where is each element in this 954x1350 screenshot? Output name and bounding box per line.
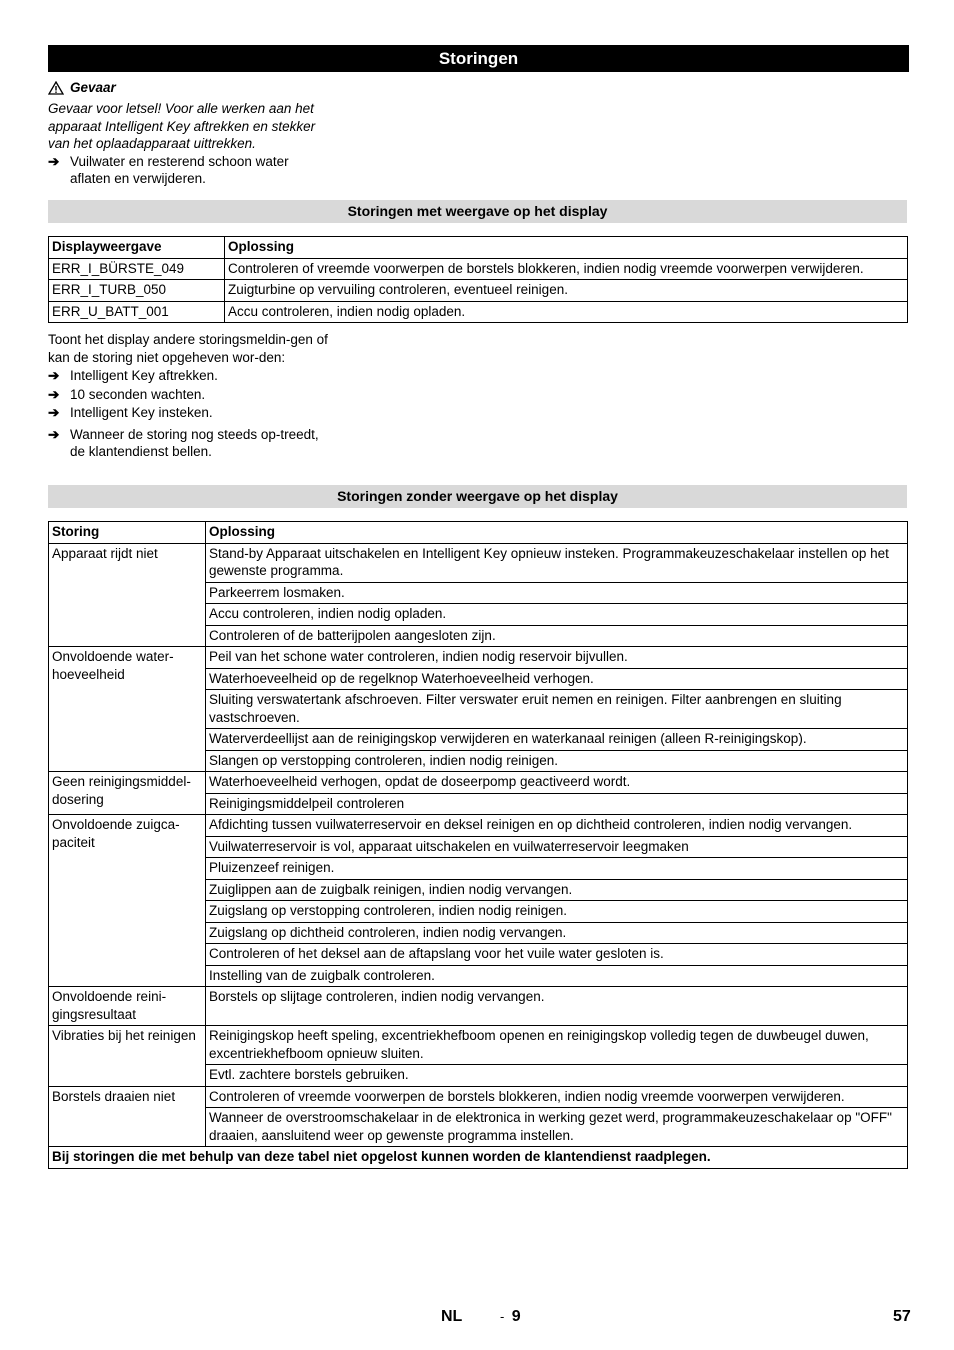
table-header-row <box>49 522 908 544</box>
fault-cell: Onvoldoende reini-gingsresultaat <box>49 987 206 1026</box>
arrow-right-icon: ➔ <box>48 426 60 442</box>
solution-cell: Evtl. zachtere borstels gebruiken. <box>206 1065 908 1087</box>
solution-cell: Afdichting tussen vuilwaterreservoir en deksel reinigen en op dichtheid controleren, indien nodig vervangen. <box>206 815 908 837</box>
solution-cell: Accu controleren, indien nodig opladen. <box>206 604 908 626</box>
middle-block <box>48 331 328 461</box>
footer-section-page <box>500 1308 521 1326</box>
solution-cell: Reinigingsmiddelpeil controleren <box>206 793 908 815</box>
error-code-cell: ERR_U_BATT_001 <box>49 301 225 323</box>
warning-text: Gevaar voor letsel! Voor alle werken aan het apparaat Intelligent Key aftrekken en stekker van het oplaadapparaat uittrekken. <box>48 101 316 151</box>
error-code-cell: ERR_I_BÜRSTE_049 <box>49 258 225 280</box>
error-code-cell: ERR_I_TURB_050 <box>49 280 225 302</box>
solution-cell: Controleren of vreemde voorwerpen de borstels blokkeren, indien nodig vreemde voorwerpen verwijderen. <box>225 258 908 280</box>
table-footer-row <box>49 1147 908 1169</box>
fault-cell: Geen reinigingsmiddel-dosering <box>49 772 206 815</box>
solution-cell: Parkeerrem losmaken. <box>206 582 908 604</box>
table-header-row <box>49 237 908 259</box>
solution-cell: Wanneer de overstroomschakelaar in de elektronica in werking gezet werd, programmakeuzeschakelaar op "OFF" draaien, aansluitend weer op gewenste programma instellen. <box>206 1108 908 1147</box>
page-title: Storingen <box>48 45 909 72</box>
faults-table <box>48 521 908 1169</box>
arrow-right-icon: ➔ <box>48 368 60 383</box>
table-row <box>49 280 908 302</box>
solution-cell: Pluizenzeef reinigen. <box>206 858 908 880</box>
step-item <box>48 426 328 461</box>
middle-steps-list <box>48 367 328 461</box>
warning-step-text: Vuilwater en resterend schoon water aflaten en verwijderen. <box>70 153 289 186</box>
solution-cell: Controleren of de batterijpolen aangesloten zijn. <box>206 625 908 647</box>
solution-cell: Zuiglippen aan de zuigbalk reinigen, indien nodig vervangen. <box>206 879 908 901</box>
middle-text: Toont het display andere storingsmeldin-gen of kan de storing niet opgeheven wor-den: <box>48 332 328 365</box>
solution-cell: Borstels op slijtage controleren, indien nodig vervangen. <box>206 987 908 1026</box>
solution-cell: Vuilwaterreservoir is vol, apparaat uitschakelen en vuilwaterreservoir leegmaken <box>206 836 908 858</box>
table-row <box>49 543 908 582</box>
fault-cell: Onvoldoende water-hoeveelheid <box>49 647 206 772</box>
solution-cell: Waterverdeellijst aan de reinigingskop verwijderen en waterkanaal reinigen (alleen R-reinigingskop). <box>206 729 908 751</box>
solution-cell: Controleren of vreemde voorwerpen de borstels blokkeren, indien nodig vreemde voorwerpen verwijderen. <box>206 1086 908 1108</box>
table-row <box>49 1086 908 1108</box>
table-row <box>49 815 908 837</box>
solution-cell: Waterhoeveelheid verhogen, opdat de doseerpomp geactiveerd wordt. <box>206 772 908 794</box>
solution-cell: Sluiting verswatertank afschroeven. Filter verswater eruit nemen en reinigen. Filter aanbrengen en sluiting vastschroeven. <box>206 690 908 729</box>
solution-cell: Peil van het schone water controleren, indien nodig reservoir bijvullen. <box>206 647 908 669</box>
table-row <box>49 647 908 669</box>
step-text: 10 seconden wachten. <box>70 386 206 402</box>
solution-cell: Stand-by Apparaat uitschakelen en Intelligent Key opnieuw insteken. Programmakeuzeschakelaar instellen op het gewenste programma. <box>206 543 908 582</box>
step-item <box>48 386 328 404</box>
section-heading-display: Storingen met weergave op het display <box>48 200 907 223</box>
step-item <box>48 367 328 385</box>
table-row <box>49 772 908 794</box>
solution-cell: Accu controleren, indien nodig opladen. <box>225 301 908 323</box>
solution-cell: Waterhoeveelheid op de regelknop Waterhoeveelheid verhogen. <box>206 668 908 690</box>
step-item <box>48 404 328 422</box>
footer-dash: - <box>500 1309 505 1324</box>
column-header-solution: Oplossing <box>206 522 908 544</box>
warning-heading-text: Gevaar <box>70 80 116 95</box>
solution-cell: Zuigturbine op vervuiling controleren, eventueel reinigen. <box>225 280 908 302</box>
fault-cell: Onvoldoende zuigca-paciteit <box>49 815 206 987</box>
table-row <box>49 301 908 323</box>
warning-block <box>48 100 328 188</box>
column-header-solution: Oplossing <box>225 237 908 259</box>
step-text: Intelligent Key aftrekken. <box>70 368 218 383</box>
column-header-display: Displayweergave <box>49 237 225 259</box>
table-row <box>49 1026 908 1065</box>
footer-note: Bij storingen die met behulp van deze tabel niet opgelost kunnen worden de klantendienst raadplegen. <box>49 1147 908 1169</box>
solution-cell: Slangen op verstopping controleren, indien nodig reinigen. <box>206 750 908 772</box>
display-errors-table <box>48 236 908 323</box>
section-heading-no-display: Storingen zonder weergave op het display <box>48 485 907 508</box>
warning-triangle-icon <box>48 81 64 95</box>
solution-cell: Controleren of het deksel aan de aftapslang voor het vuile water gesloten is. <box>206 944 908 966</box>
step-text: Intelligent Key insteken. <box>70 405 213 420</box>
solution-cell: Zuigslang op verstopping controleren, indien nodig reinigen. <box>206 901 908 923</box>
table-row <box>49 987 908 1026</box>
fault-cell: Vibraties bij het reinigen <box>49 1026 206 1087</box>
footer-section-page-number: 9 <box>511 1308 521 1325</box>
warning-heading <box>48 80 116 95</box>
solution-cell: Reinigingskop heeft speling, excentriekhefboom openen en reinigingskop volledig tegen de duwbeugel duwen, excentriekhefboom opnieuw sluiten. <box>206 1026 908 1065</box>
warning-step <box>48 153 328 188</box>
fault-cell: Borstels draaien niet <box>49 1086 206 1147</box>
arrow-right-icon: ➔ <box>48 386 60 402</box>
solution-cell: Instelling van de zuigbalk controleren. <box>206 965 908 987</box>
fault-cell: Apparaat rijdt niet <box>49 543 206 647</box>
arrow-right-icon: ➔ <box>48 153 60 169</box>
arrow-right-icon: ➔ <box>48 405 60 420</box>
footer-language: NL <box>441 1308 463 1325</box>
table-row <box>49 258 908 280</box>
footer-page-number: 57 <box>893 1308 911 1325</box>
solution-cell: Zuigslang op dichtheid controleren, indien nodig vervangen. <box>206 922 908 944</box>
column-header-fault: Storing <box>49 522 206 544</box>
step-text: Wanneer de storing nog steeds op-treedt, de klantendienst bellen. <box>70 426 319 459</box>
